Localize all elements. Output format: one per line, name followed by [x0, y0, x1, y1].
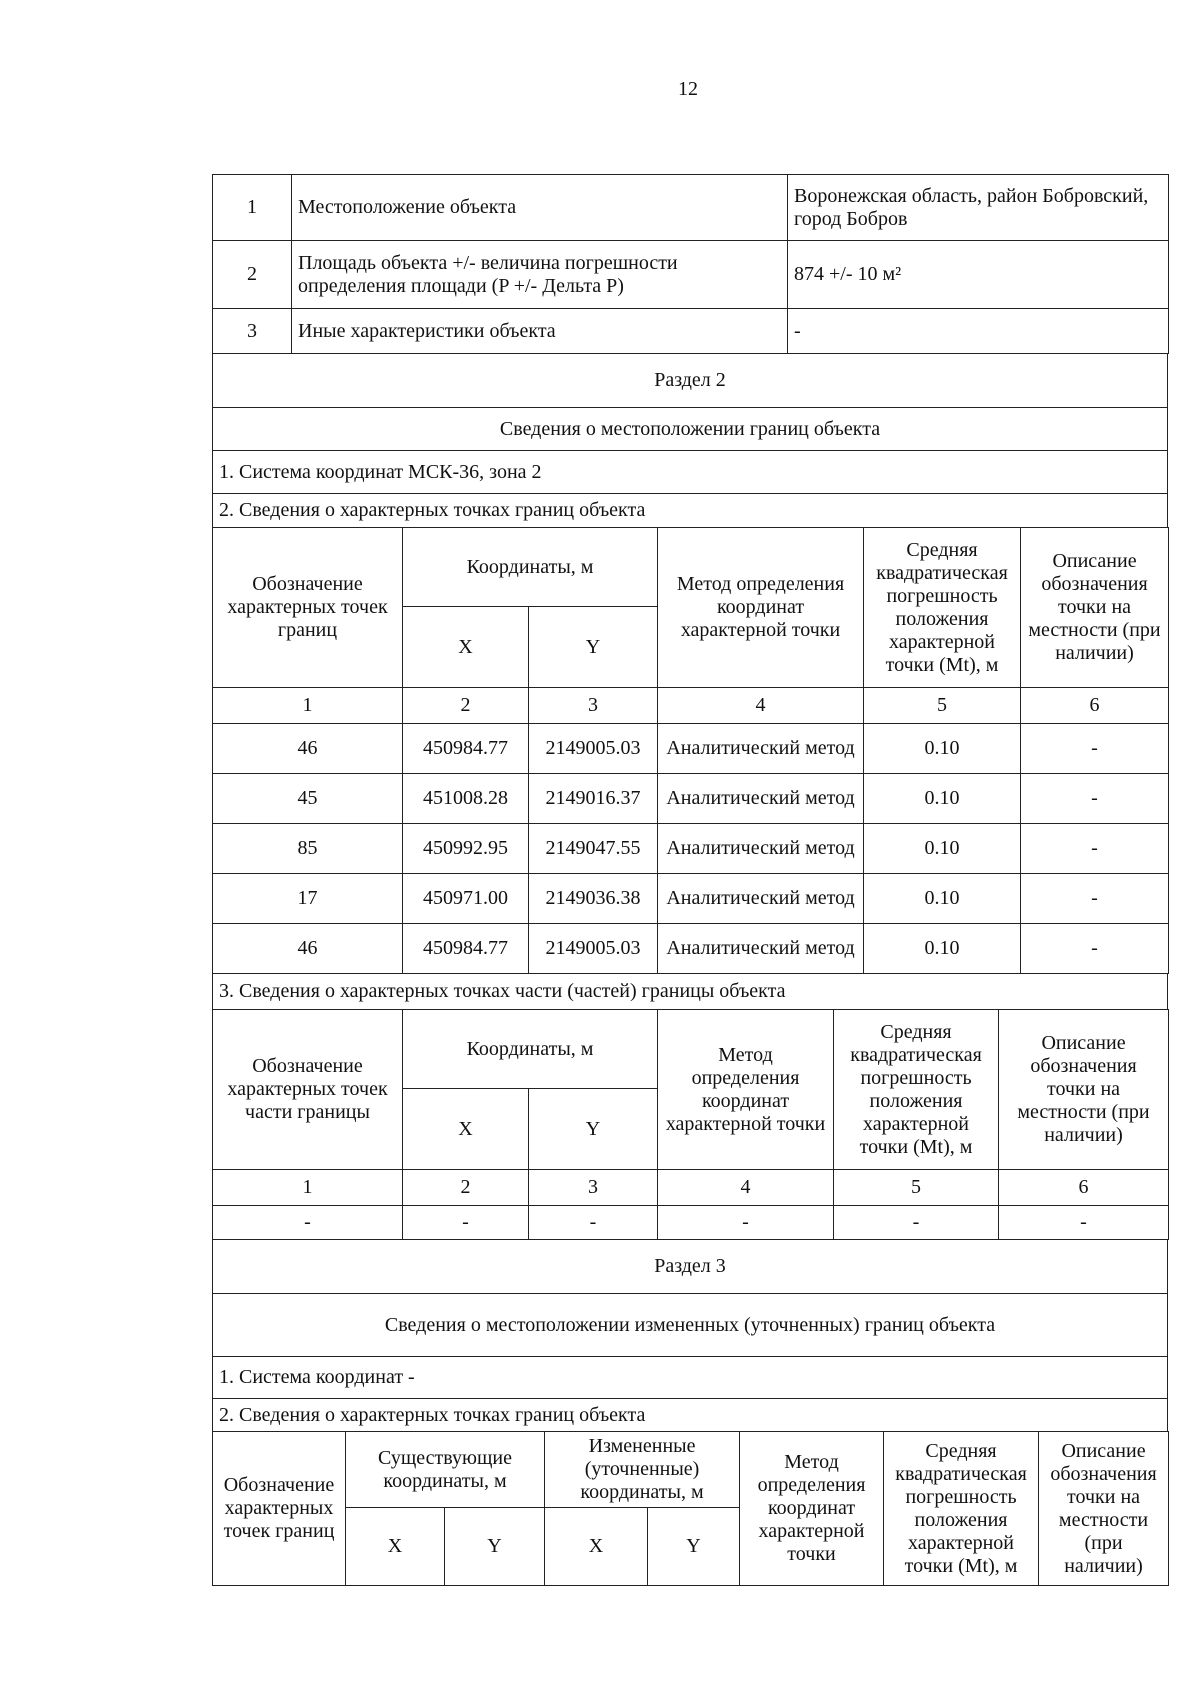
column-number: 1 — [213, 1170, 403, 1206]
s3-description-header: Описание обозначения точки на местности (при наличии) — [1039, 1432, 1169, 1586]
part-method-header: Метод определения координат характерной точки — [658, 1010, 834, 1170]
changed-y-header: Y — [648, 1508, 740, 1586]
empty-cell: - — [213, 1206, 403, 1240]
object-info-row — [213, 241, 1169, 309]
empty-cell: - — [403, 1206, 529, 1240]
section3-subtitle: Сведения о местоположении измененных (уточненных) границ объекта — [213, 1294, 1168, 1357]
method-header: Метод определения координат характерной точки — [658, 528, 864, 688]
part-error-header: Средняя квадратическая погрешность положения характерной точки (Mt), м — [834, 1010, 999, 1170]
method: Аналитический метод — [658, 874, 864, 924]
section3-headings — [212, 1239, 1168, 1432]
designation-header: Обозначение характерных точек границ — [213, 528, 403, 688]
part-x-header: X — [403, 1089, 529, 1170]
column-number: 6 — [1021, 688, 1169, 724]
point-id: 46 — [213, 724, 403, 774]
s3-method-header: Метод определения координат характерной точки — [740, 1432, 884, 1586]
section2-title: Раздел 2 — [213, 354, 1168, 408]
object-area-label: Площадь объекта +/- величина погрешности определения площади (P +/- Дельта P) — [292, 241, 788, 309]
y-coordinate: 2149005.03 — [529, 724, 658, 774]
y-coordinate: 2149016.37 — [529, 774, 658, 824]
y-coordinate: 2149047.55 — [529, 824, 658, 874]
column-number: 2 — [403, 688, 529, 724]
object-location-label: Местоположение объекта — [292, 175, 788, 241]
y-header: Y — [529, 607, 658, 688]
description: - — [1021, 824, 1169, 874]
part-column-numbers-row — [213, 1170, 1169, 1206]
existing-y-header: Y — [445, 1508, 545, 1586]
part-points-heading: 3. Сведения о характерных точках части (частей) границы объекта — [213, 974, 1168, 1010]
method: Аналитический метод — [658, 924, 864, 974]
mt-value: 0.10 — [864, 924, 1021, 974]
mt-value: 0.10 — [864, 824, 1021, 874]
table-row — [213, 774, 1169, 824]
y-coordinate: 2149005.03 — [529, 924, 658, 974]
section3-coordinate-system: 1. Система координат - — [213, 1357, 1168, 1399]
point-id: 45 — [213, 774, 403, 824]
coordinates-header: Координаты, м — [403, 528, 658, 607]
y-coordinate: 2149036.38 — [529, 874, 658, 924]
section3-title: Раздел 3 — [213, 1240, 1168, 1294]
column-number: 4 — [658, 688, 864, 724]
changed-x-header: X — [545, 1508, 648, 1586]
mt-value: 0.10 — [864, 874, 1021, 924]
section2-subtitle: Сведения о местоположении границ объекта — [213, 408, 1168, 451]
part-y-header: Y — [529, 1089, 658, 1170]
column-number: 4 — [658, 1170, 834, 1206]
object-location-value: Воронежская область, район Бобровский, город Бобров — [788, 175, 1169, 241]
table-row — [213, 874, 1169, 924]
section3-points-heading: 2. Сведения о характерных точках границ объекта — [213, 1399, 1168, 1432]
x-coordinate: 450971.00 — [403, 874, 529, 924]
object-info-row — [213, 175, 1169, 241]
boundary-points-table — [212, 527, 1169, 974]
column-number: 1 — [213, 688, 403, 724]
column-number: 6 — [999, 1170, 1169, 1206]
table-row — [213, 824, 1169, 874]
part-description-header: Описание обозначения точки на местности (при наличии) — [999, 1010, 1169, 1170]
description: - — [1021, 924, 1169, 974]
column-number: 3 — [529, 688, 658, 724]
row-number: 1 — [213, 175, 292, 241]
x-coordinate: 450984.77 — [403, 724, 529, 774]
empty-cell: - — [999, 1206, 1169, 1240]
part-points-table — [212, 1009, 1169, 1240]
method: Аналитический метод — [658, 824, 864, 874]
table-row — [213, 1206, 1169, 1240]
column-number: 2 — [403, 1170, 529, 1206]
mt-value: 0.10 — [864, 724, 1021, 774]
changed-coordinates-header: Измененные (уточненные) координаты, м — [545, 1432, 740, 1508]
column-numbers-row — [213, 688, 1169, 724]
section2-headings — [212, 353, 1168, 528]
row-number: 2 — [213, 241, 292, 309]
part-coordinates-header: Координаты, м — [403, 1010, 658, 1089]
empty-cell: - — [834, 1206, 999, 1240]
table-row — [213, 924, 1169, 974]
x-coordinate: 450992.95 — [403, 824, 529, 874]
description-header: Описание обозначения точки на местности (при наличии) — [1021, 528, 1169, 688]
existing-coordinates-header: Существующие координаты, м — [346, 1432, 545, 1508]
object-info-row — [213, 309, 1169, 354]
column-number: 5 — [864, 688, 1021, 724]
description: - — [1021, 724, 1169, 774]
empty-cell: - — [658, 1206, 834, 1240]
page-number: 12 — [678, 78, 698, 100]
empty-cell: - — [529, 1206, 658, 1240]
coordinate-system: 1. Система координат МСК-36, зона 2 — [213, 451, 1168, 494]
mt-value: 0.10 — [864, 774, 1021, 824]
description: - — [1021, 774, 1169, 824]
changed-boundaries-table — [212, 1431, 1169, 1586]
description: - — [1021, 874, 1169, 924]
point-id: 17 — [213, 874, 403, 924]
column-number: 5 — [834, 1170, 999, 1206]
method: Аналитический метод — [658, 724, 864, 774]
column-number: 3 — [529, 1170, 658, 1206]
x-coordinate: 450984.77 — [403, 924, 529, 974]
existing-x-header: X — [346, 1508, 445, 1586]
object-area-value: 874 +/- 10 м² — [788, 241, 1169, 309]
object-info-table — [212, 174, 1169, 354]
method: Аналитический метод — [658, 774, 864, 824]
s3-designation-header: Обозначение характерных точек границ — [213, 1432, 346, 1586]
point-id: 85 — [213, 824, 403, 874]
x-coordinate: 451008.28 — [403, 774, 529, 824]
x-header: X — [403, 607, 529, 688]
object-other-value: - — [788, 309, 1169, 354]
part-heading-block — [212, 973, 1168, 1010]
error-header: Средняя квадратическая погрешность положения характерной точки (Mt), м — [864, 528, 1021, 688]
s3-error-header: Средняя квадратическая погрешность положения характерной точки (Mt), м — [884, 1432, 1039, 1586]
points-heading: 2. Сведения о характерных точках границ объекта — [213, 494, 1168, 528]
point-id: 46 — [213, 924, 403, 974]
part-designation-header: Обозначение характерных точек части границы — [213, 1010, 403, 1170]
object-other-label: Иные характеристики объекта — [292, 309, 788, 354]
row-number: 3 — [213, 309, 292, 354]
table-row — [213, 724, 1169, 774]
